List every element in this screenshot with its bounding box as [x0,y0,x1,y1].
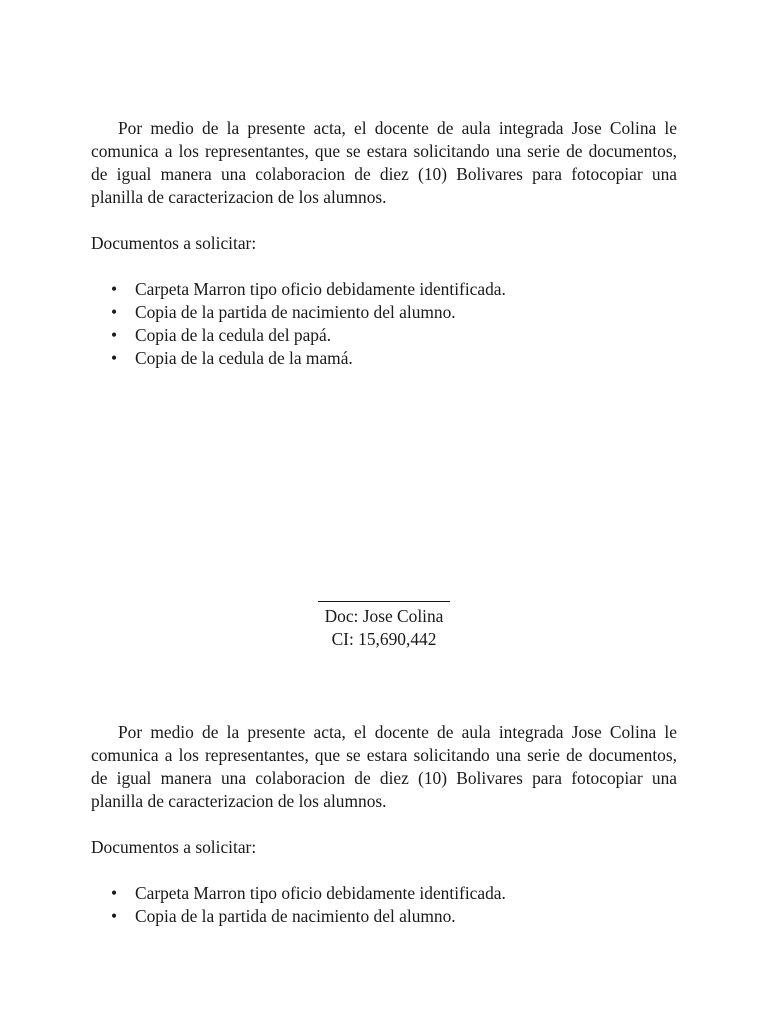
bullet-icon: • [111,906,118,926]
documents-list [91,278,677,370]
signature-id: CI: 15,690,442 [331,629,437,649]
list-item [91,301,677,324]
signature-line [318,601,450,602]
list-item [91,882,677,905]
signature-block [0,601,768,651]
list-item-text: Copia de la cedula del papá. [135,325,332,345]
list-item-text: Carpeta Marron tipo oficio debidamente identificada. [135,279,506,299]
documents-list [91,882,677,928]
bullet-icon: • [111,883,118,903]
bullet-icon: • [111,348,118,368]
bullet-icon: • [111,302,118,322]
acta-paragraph: Por medio de la presente acta, el docente de aula integrada Jose Colina le comunica a los representantes, que se estara solicitando una serie de documentos, de igual manera una colaboracion de diez (10) Bolivares para fotocopiar una planilla de caracterizacion de los alumnos. [91,722,677,811]
bullet-icon: • [111,325,118,345]
documents-heading: Documentos a solicitar: [91,837,257,857]
acta-block-1 [91,117,677,370]
acta-block-2 [91,721,677,928]
list-item-text: Copia de la partida de nacimiento del alumno. [135,906,456,926]
list-item-text: Carpeta Marron tipo oficio debidamente identificada. [135,883,506,903]
list-item [91,905,677,928]
list-item-text: Copia de la partida de nacimiento del alumno. [135,302,456,322]
list-item [91,324,677,347]
signature-name: Doc: Jose Colina [324,606,444,626]
list-item [91,347,677,370]
list-item-text: Copia de la cedula de la mamá. [135,348,353,368]
documents-heading: Documentos a solicitar: [91,233,257,253]
acta-paragraph: Por medio de la presente acta, el docente de aula integrada Jose Colina le comunica a los representantes, que se estara solicitando una serie de documentos, de igual manera una colaboracion de diez (10) Bolivares para fotocopiar una planilla de caracterizacion de los alumnos. [91,118,677,207]
bullet-icon: • [111,279,118,299]
list-item [91,278,677,301]
